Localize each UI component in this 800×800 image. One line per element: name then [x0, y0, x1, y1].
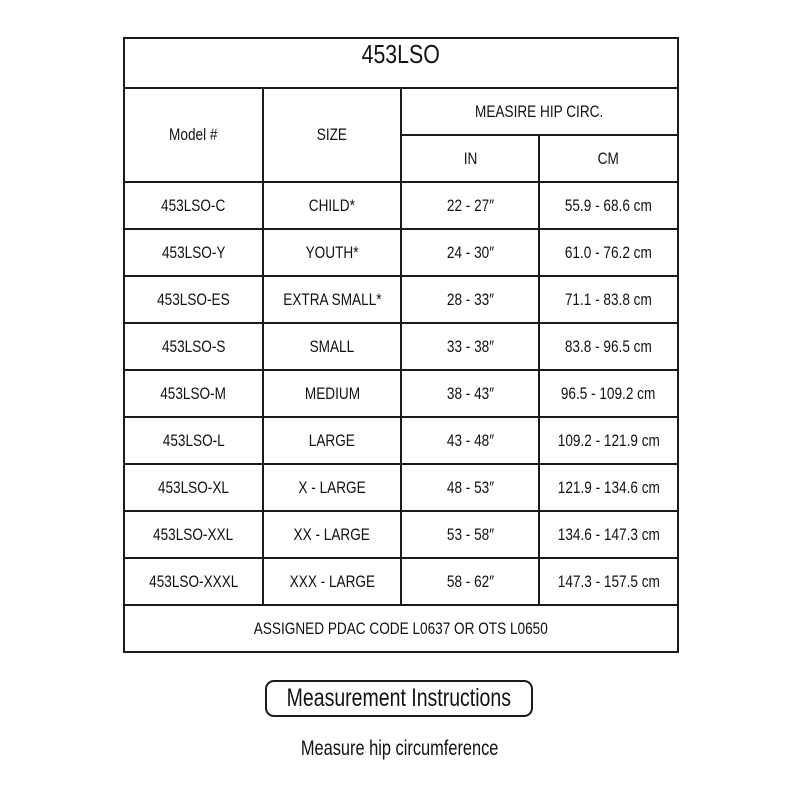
cell-model: 453LSO-L: [124, 417, 263, 464]
table-row: [124, 370, 678, 417]
footer-row: [124, 605, 678, 652]
cell-model: 453LSO-XXXL: [124, 558, 263, 605]
cell-in: 28 - 33″: [401, 276, 539, 323]
header-cm: CM: [539, 135, 678, 182]
cell-model: 453LSO-Y: [124, 229, 263, 276]
table-row: [124, 229, 678, 276]
cell-cm: 83.8 - 96.5 cm: [539, 323, 678, 370]
table-title-cell: [124, 38, 678, 88]
cell-in: 58 - 62″: [401, 558, 539, 605]
cell-size: XXX - LARGE: [263, 558, 401, 605]
pdac-code-text: ASSIGNED PDAC CODE L0637 OR OTS L0650: [253, 618, 549, 638]
cell-model: 453LSO-S: [124, 323, 263, 370]
table-row: [124, 511, 678, 558]
cell-model: 453LSO-C: [124, 182, 263, 229]
table-row: [124, 417, 678, 464]
cell-size: LARGE: [263, 417, 401, 464]
header-size: SIZE: [263, 88, 401, 182]
cell-size: CHILD*: [263, 182, 401, 229]
cell-in: 22 - 27″: [401, 182, 539, 229]
cell-size: MEDIUM: [263, 370, 401, 417]
title-row: [124, 38, 678, 88]
cell-in: 48 - 53″: [401, 464, 539, 511]
cell-cm: 134.6 - 147.3 cm: [539, 511, 678, 558]
table-row: [124, 276, 678, 323]
cell-in: 33 - 38″: [401, 323, 539, 370]
table-row: [124, 464, 678, 511]
cell-size: SMALL: [263, 323, 401, 370]
size-chart: [123, 37, 677, 653]
measurement-instructions-heading: Measurement Instructions: [265, 680, 533, 717]
cell-cm: 61.0 - 76.2 cm: [539, 229, 678, 276]
measurement-instructions-text: Measure hip circumference: [301, 737, 499, 760]
cell-model: 453LSO-M: [124, 370, 263, 417]
cell-size: YOUTH*: [263, 229, 401, 276]
header-model: Model #: [124, 88, 263, 182]
cell-in: 43 - 48″: [401, 417, 539, 464]
table-row: [124, 182, 678, 229]
table-row: [124, 323, 678, 370]
header-measure-group: MEASIRE HIP CIRC.: [401, 88, 678, 135]
pdac-code-cell: [124, 605, 678, 652]
cell-in: 24 - 30″: [401, 229, 539, 276]
cell-size: EXTRA SMALL*: [263, 276, 401, 323]
size-table: [123, 37, 679, 653]
cell-size: X - LARGE: [263, 464, 401, 511]
cell-cm: 109.2 - 121.9 cm: [539, 417, 678, 464]
cell-size: XX - LARGE: [263, 511, 401, 558]
cell-model: 453LSO-XL: [124, 464, 263, 511]
cell-cm: 71.1 - 83.8 cm: [539, 276, 678, 323]
table-row: [124, 558, 678, 605]
cell-cm: 96.5 - 109.2 cm: [539, 370, 678, 417]
table-title: 453LSO: [361, 39, 441, 69]
cell-in: 38 - 43″: [401, 370, 539, 417]
header-in: IN: [401, 135, 539, 182]
cell-in: 53 - 58″: [401, 511, 539, 558]
cell-cm: 147.3 - 157.5 cm: [539, 558, 678, 605]
header-row: [124, 88, 678, 135]
cell-model: 453LSO-XXL: [124, 511, 263, 558]
cell-model: 453LSO-ES: [124, 276, 263, 323]
cell-cm: 121.9 - 134.6 cm: [539, 464, 678, 511]
cell-cm: 55.9 - 68.6 cm: [539, 182, 678, 229]
